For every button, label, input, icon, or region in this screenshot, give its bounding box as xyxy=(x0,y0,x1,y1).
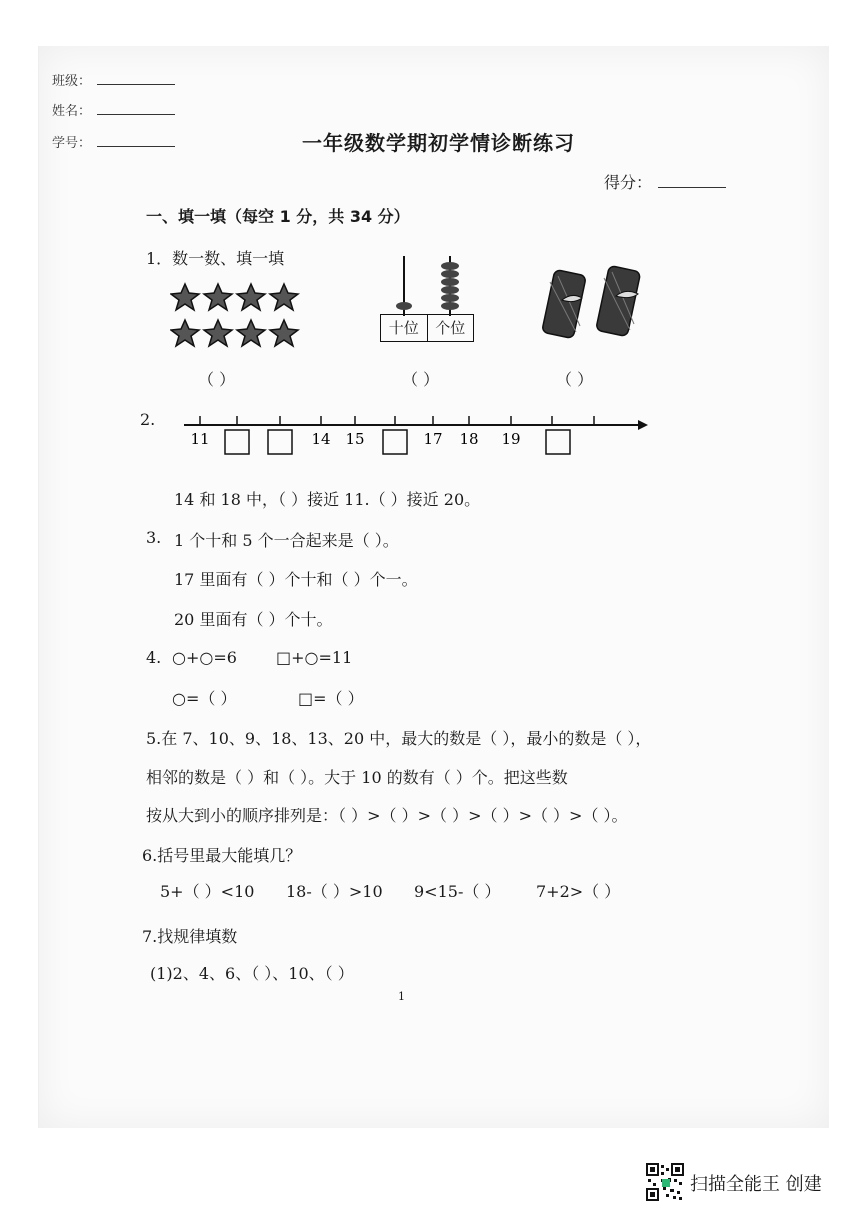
bead-icon xyxy=(396,302,412,310)
q3-line3: 20 里面有（ ）个十。 xyxy=(174,610,333,629)
q3-line2: 17 里面有（ ）个十和（ ）个一。 xyxy=(174,570,418,589)
stick-bundles-figure xyxy=(540,262,652,340)
ones-place-label: 个位 xyxy=(435,319,466,337)
bead-icon xyxy=(441,302,459,310)
page-title: 一年级数学期初学情诊断练习 xyxy=(302,131,575,155)
number-field xyxy=(52,132,175,151)
bead-icon xyxy=(441,294,459,302)
q4-answer-square[interactable]: □=（ ） xyxy=(298,689,364,708)
tens-place-label: 十位 xyxy=(381,315,428,341)
class-line xyxy=(97,74,175,85)
star-icon xyxy=(237,320,265,346)
stars-figure xyxy=(170,282,304,356)
q6-item: 7+2>（ ） xyxy=(536,882,621,901)
q4-equation-2: □+○=11 xyxy=(276,648,353,667)
score-field xyxy=(604,170,726,193)
arrow-head-icon xyxy=(638,420,648,430)
class-label: 班级： xyxy=(52,74,92,89)
q4-answer-circle[interactable]: ○=（ ） xyxy=(172,689,237,708)
q3-label: 3. xyxy=(146,528,162,547)
class-field xyxy=(52,70,175,89)
star-icon xyxy=(204,320,232,346)
score-label: 得分： xyxy=(604,173,653,192)
tick-label: 15 xyxy=(345,430,365,448)
q4-label: 4. xyxy=(146,648,162,667)
stick-bundle-icon xyxy=(542,269,587,338)
q4-equation-1: ○+○=6 xyxy=(172,648,237,667)
q6-item: 18-（ ）>10 xyxy=(286,882,383,901)
tick-label: 18 xyxy=(459,430,479,448)
q1-label: 1．数一数、填一填 xyxy=(146,249,285,268)
qr-code-icon xyxy=(646,1163,684,1201)
q6-item: 9<15-（ ） xyxy=(414,882,501,901)
name-field xyxy=(52,100,175,119)
star-icon xyxy=(171,320,199,346)
star-icon xyxy=(270,320,298,346)
number-line-box-13 xyxy=(268,430,292,454)
number-line-box-12 xyxy=(225,430,249,454)
number-line-box-16 xyxy=(383,430,407,454)
bead-icon xyxy=(441,270,459,278)
q1-answer-blank-stars[interactable]: （ ） xyxy=(198,370,236,389)
bead-icon xyxy=(441,262,459,270)
q7-label: 7.找规律填数 xyxy=(142,927,238,946)
q5-line3: 按从大到小的顺序排列是：（ ）>（ ）>（ ）>（ ）>（ ）>（ ）。 xyxy=(146,806,628,825)
score-line xyxy=(658,175,726,188)
star-icon xyxy=(204,284,232,310)
number-line xyxy=(97,136,175,147)
q2-text: 14 和 18 中，（ ）接近 11.（ ）接近 20。 xyxy=(174,490,481,509)
q7-item-1: (1)2、4、6、（ ）、10、（ ） xyxy=(150,964,354,983)
watermark-text: 扫描全能王 创建 xyxy=(690,1174,822,1195)
star-icon xyxy=(171,284,199,310)
star-icon xyxy=(237,284,265,310)
q3-line1: 1 个十和 5 个一合起来是（ ）。 xyxy=(174,531,399,550)
stick-bundle-icon xyxy=(596,265,641,336)
abacus-figure xyxy=(378,252,474,344)
q2-label: 2. xyxy=(140,410,156,429)
q6-label: 6.括号里最大能填几？ xyxy=(142,846,302,865)
q6-item: 5+（ ）<10 xyxy=(160,882,255,901)
tick-label: 11 xyxy=(190,430,210,448)
q5-line2: 相邻的数是（ ）和（ ）。大于 10 的数有（ ）个。把这些数 xyxy=(146,768,568,787)
tick-label: 17 xyxy=(423,430,443,448)
number-label: 学号： xyxy=(52,136,92,151)
name-label: 姓名： xyxy=(52,104,92,119)
name-line xyxy=(97,104,175,115)
number-line-box-20 xyxy=(546,430,570,454)
page-number: 1 xyxy=(398,990,405,1003)
q5-line1: 5.在 7、10、9、18、13、20 中，最大的数是（ ），最小的数是（ ）， xyxy=(146,729,652,748)
q1-answer-blank-sticks[interactable]: （ ） xyxy=(556,370,594,389)
number-line xyxy=(180,410,650,460)
tick-label: 19 xyxy=(501,430,521,448)
star-icon xyxy=(270,284,298,310)
bead-icon xyxy=(441,278,459,286)
tick-label: 14 xyxy=(311,430,331,448)
abacus-place-box xyxy=(380,314,474,342)
abacus-rods xyxy=(378,252,474,318)
section-heading: 一、填一填（每空 1 分，共 34 分） xyxy=(146,207,410,226)
bead-icon xyxy=(441,286,459,294)
q1-answer-blank-abacus[interactable]: （ ） xyxy=(402,370,440,389)
